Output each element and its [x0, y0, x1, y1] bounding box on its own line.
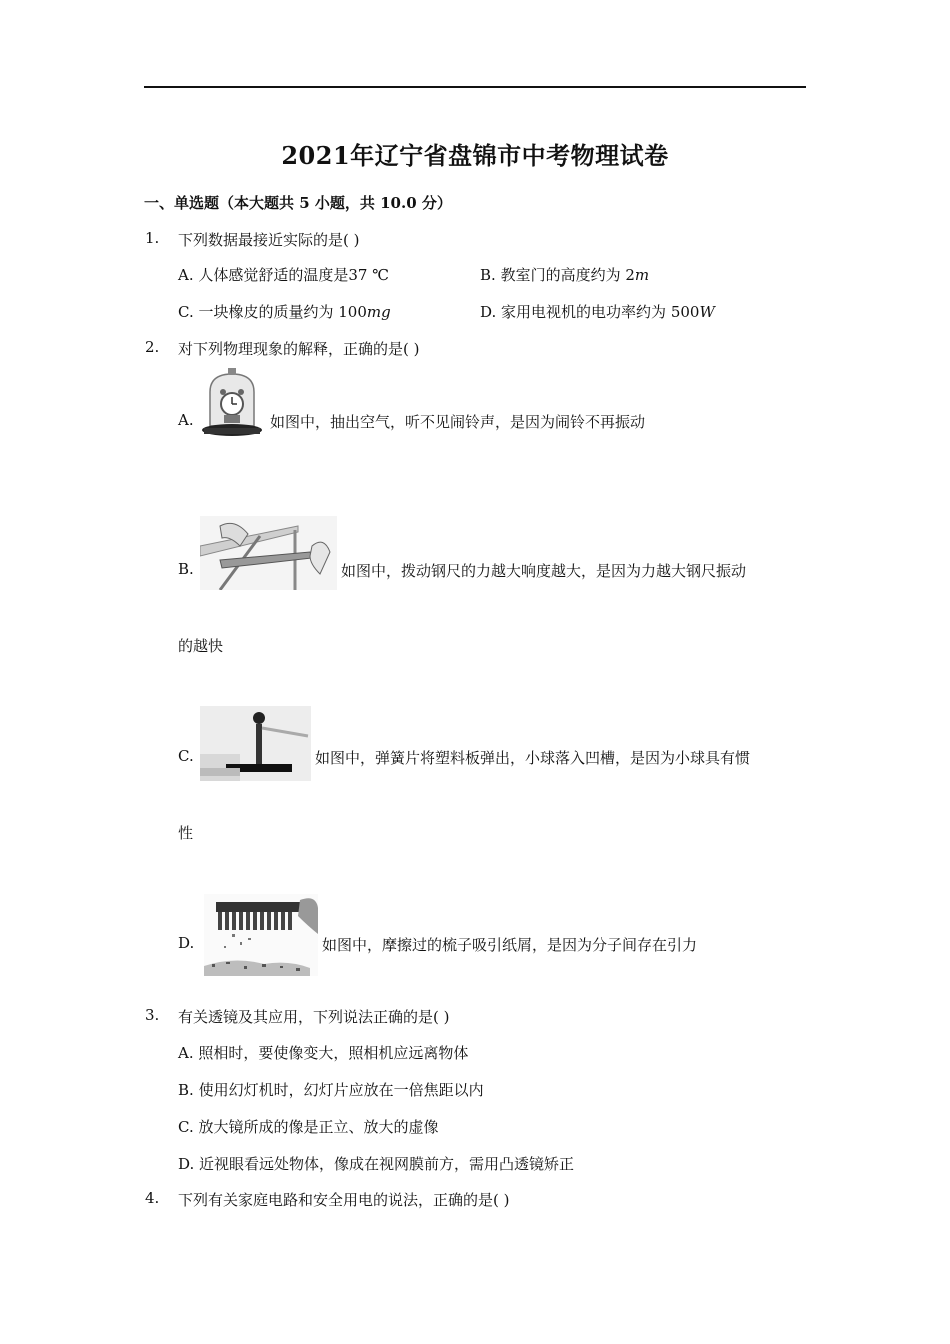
option-label: B.	[480, 266, 496, 284]
option-b-text-continued: 的越快	[178, 637, 224, 655]
section-heading: 一、单选题（本大题共 5 小题，共 10.0 分）	[144, 194, 452, 212]
option-a-text: 如图中，抽出空气，听不见闹铃声，是因为闹铃不再振动	[270, 413, 646, 431]
option-a-label: A.	[178, 411, 194, 429]
option-c	[178, 301, 391, 322]
steel-ruler-image	[200, 516, 337, 590]
option-text: 教室门的高度约为 2	[500, 266, 635, 284]
option-label: A.	[178, 1044, 194, 1062]
option-d	[178, 1153, 574, 1174]
option-d-label: D.	[178, 934, 195, 952]
option-label: D.	[480, 303, 497, 321]
option-label: B.	[178, 1081, 194, 1099]
option-b-label: B.	[178, 560, 194, 578]
question-text: 对下列物理现象的解释，正确的是( )	[178, 340, 420, 358]
option-b	[178, 1079, 484, 1100]
question-number: 2.	[145, 338, 160, 356]
bell-jar-image	[200, 368, 264, 442]
comb-image	[204, 894, 318, 976]
question-text: 下列有关家庭电路和安全用电的说法，正确的是( )	[178, 1191, 510, 1209]
option-text: 照相时，要使像变大，照相机应远离物体	[198, 1044, 469, 1062]
option-d-text: 如图中，摩擦过的梳子吸引纸屑，是因为分子间存在引力	[322, 936, 698, 954]
option-unit: mg	[366, 303, 391, 321]
option-label: C.	[178, 1118, 194, 1136]
option-text: 放大镜所成的像是正立、放大的虚像	[198, 1118, 439, 1136]
option-b	[480, 264, 649, 285]
option-c-label: C.	[178, 747, 194, 765]
option-text: 人体感觉舒适的温度是37 ℃	[198, 266, 390, 284]
question-number: 4.	[145, 1189, 160, 1207]
option-label: C.	[178, 303, 194, 321]
option-c-text: 如图中，弹簧片将塑料板弹出，小球落入凹槽，是因为小球具有惯	[315, 749, 751, 767]
option-d	[480, 301, 715, 322]
option-c-text-continued: 性	[178, 824, 194, 842]
header-rule	[144, 86, 806, 88]
option-b-text: 如图中，拨动钢尺的力越大响度越大，是因为力越大钢尺振动	[341, 562, 747, 580]
question-number: 1.	[145, 229, 160, 247]
page-title: 2021年辽宁省盘锦市中考物理试卷	[281, 141, 669, 170]
question-number: 3.	[145, 1006, 160, 1024]
option-a	[178, 264, 389, 285]
question-text: 下列数据最接近实际的是( )	[178, 231, 360, 249]
option-a	[178, 1042, 468, 1063]
option-text: 家用电视机的电功率约为 500	[501, 303, 700, 321]
option-text: 一块橡皮的质量约为 100	[198, 303, 367, 321]
question-text: 有关透镜及其应用，下列说法正确的是( )	[178, 1008, 450, 1026]
option-text: 使用幻灯机时，幻灯片应放在一倍焦距以内	[198, 1081, 484, 1099]
option-text: 近视眼看远处物体，像成在视网膜前方，需用凸透镜矫正	[199, 1155, 575, 1173]
option-c	[178, 1116, 439, 1137]
option-unit: m	[634, 266, 650, 284]
option-label: D.	[178, 1155, 195, 1173]
option-unit: W	[699, 303, 715, 321]
inertia-apparatus-image	[200, 706, 311, 781]
option-label: A.	[178, 266, 194, 284]
